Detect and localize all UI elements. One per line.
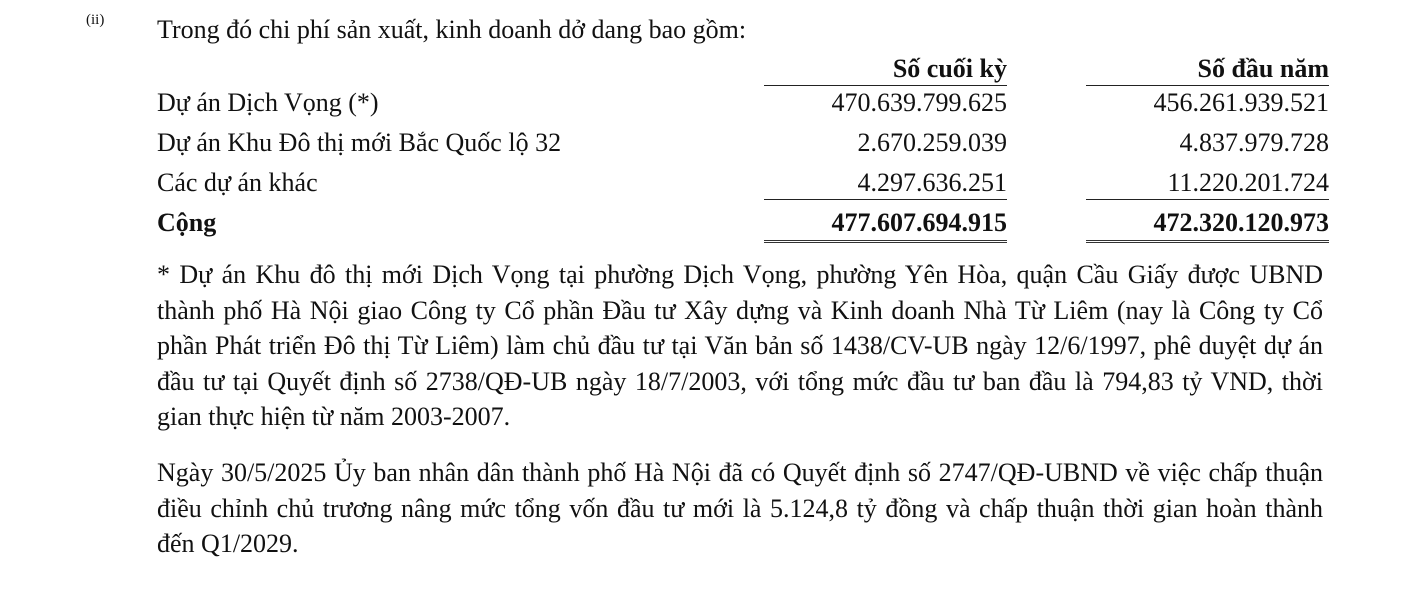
total-value-end: 477.607.694.915 [764,208,1007,243]
row-value-end: 4.297.636.251 [764,168,1007,200]
wip-cost-table [157,54,1329,244]
row-value-end: 470.639.799.625 [831,88,1007,117]
table-header-row [157,54,1329,84]
column-header-end-of-period: Số cuối kỳ [764,54,1007,86]
table-row [157,164,1329,204]
total-value-begin: 472.320.120.973 [1086,208,1329,243]
column-header-beginning-of-year: Số đầu năm [1086,54,1329,86]
footnote-paragraph: * Dự án Khu đô thị mới Dịch Vọng tại phường Dịch Vọng, phường Yên Hòa, quận Cầu Giấy được UBND thành phố Hà Nội giao Công ty Cổ phần Đầu tư Xây dựng và Kinh doanh Nhà Từ Liêm (nay là Công ty Cổ phần Phát triển Đô thị Từ Liêm) làm chủ đầu tư tại Văn bản số 1438/CV-UB ngày 12/6/1997, phê duyệt dự án đầu tư tại Quyết định số 2738/QĐ-UB ngày 18/7/2003, với tổng mức đầu tư ban đầu là 794,83 tỷ VND, thời gian thực hiện từ năm 2003-2007. [157,260,1323,431]
table-row [157,84,1329,124]
table-total-row [157,204,1329,244]
update-paragraph: Ngày 30/5/2025 Ủy ban nhân dân thành phố Hà Nội đã có Quyết định số 2747/QĐ-UBND về việc chấp thuận điều chỉnh chủ trương nâng mức tổng vốn đầu tư mới là 5.124,8 tỷ đồng và chấp thuận thời gian hoàn thành đến Q1/2029. [157,458,1323,558]
row-value-end: 2.670.259.039 [857,128,1007,157]
row-label: Các dự án khác [157,168,318,197]
row-label: Dự án Dịch Vọng (*) [157,88,379,117]
section-intro: Trong đó chi phí sản xuất, kinh doanh dở dang bao gồm: [157,15,747,44]
table-row [157,124,1329,164]
row-value-begin: 4.837.979.728 [1179,128,1329,157]
section-marker: (ii) [86,12,105,28]
total-label: Cộng [157,208,217,237]
row-label: Dự án Khu Đô thị mới Bắc Quốc lộ 32 [157,128,562,157]
row-value-begin: 456.261.939.521 [1153,88,1329,117]
row-value-begin: 11.220.201.724 [1086,168,1329,200]
